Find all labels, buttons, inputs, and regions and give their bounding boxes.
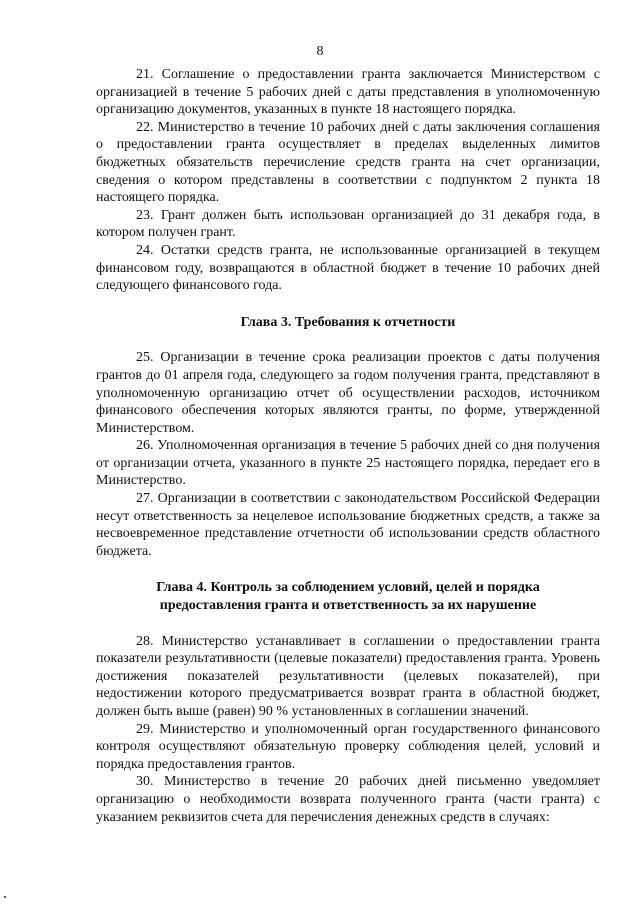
paragraph-21: 21. Соглашение о предоставлении гранта заключается Министерством с организацией в течение 5 рабочих дней с даты представления в уполномоченную организацию документов, указанных в пункте 18 настоящего порядка.	[96, 67, 600, 118]
scan-edge-mark	[4, 896, 6, 898]
chapter-4-heading-line-2: предоставления гранта и ответственность за их нарушение	[159, 598, 537, 614]
page-number: 8	[316, 44, 324, 59]
paragraph-26: 26. Уполномоченная организация в течение 5 рабочих дней со дня получения от организации отчета, указанного в пункте 25 настоящего порядка, передает его в Министерство.	[96, 438, 600, 489]
paragraph-24: 24. Остатки средств гранта, не использованные организацией в текущем финансовом году, возвращаются в областной бюджет в течение 10 рабочих дней следующего финансового года.	[96, 242, 600, 294]
chapter-4-heading	[96, 579, 600, 614]
paragraph-30: 30. Министерство в течение 20 рабочих дней письменно уведомляет организацию о необходимости возврата полученного гранта (части гранта) с указанием реквизитов счета для перечисления денежных средств в случаях:	[96, 774, 600, 825]
paragraph-23: 23. Грант должен быть использован организацией до 31 декабря года, в котором получен грант.	[96, 207, 600, 241]
paragraph-28: 28. Министерство устанавливает в соглашении о предоставлении гранта показатели результативности (целевые показатели) предоставления гранта. Уровень достижения показателей результативности (целевых показателей), при недостижении которого предусматривается возврат гранта в областной бюджет, должен быть выше (равен) 90 % установленных в соглашении значений.	[96, 633, 600, 719]
paragraph-25: 25. Организации в течение срока реализации проектов с даты получения грантов до 01 апреля года, следующего за годом получения гранта, представляют в уполномоченную организацию отчет об осуществлении расходов, источником финансового обеспечения которых являются гранты, по форме, утвержденной Министерством.	[96, 350, 600, 436]
document-body	[96, 66, 600, 826]
chapter-3-heading: Глава 3. Требования к отчетности	[240, 314, 456, 330]
paragraph-22: 22. Министерство в течение 10 рабочих дней с даты заключения соглашения о предоставлении гранта осуществляет в пределах выделенных лимитов бюджетных обязательств перечисление средств гранта на счет организации, сведения о котором представлены в соответствии с подпунктом 2 пункта 18 настоящего порядка.	[96, 119, 600, 206]
paragraph-29: 29. Министерство и уполномоченный орган государственного финансового контроля осуществляют обязательную проверку соблюдения целей, условий и порядка предоставления грантов.	[96, 721, 600, 772]
paragraph-27: 27. Организации в соответствии с законодательством Российской Федерации несут ответственность за нецелевое использование бюджетных средств, а также за несвоевременное представление отчетности об использовании средств областного бюджета.	[96, 491, 600, 559]
chapter-4-heading-line-1: Глава 4. Контроль за соблюдением условий, целей и порядка	[156, 580, 540, 596]
